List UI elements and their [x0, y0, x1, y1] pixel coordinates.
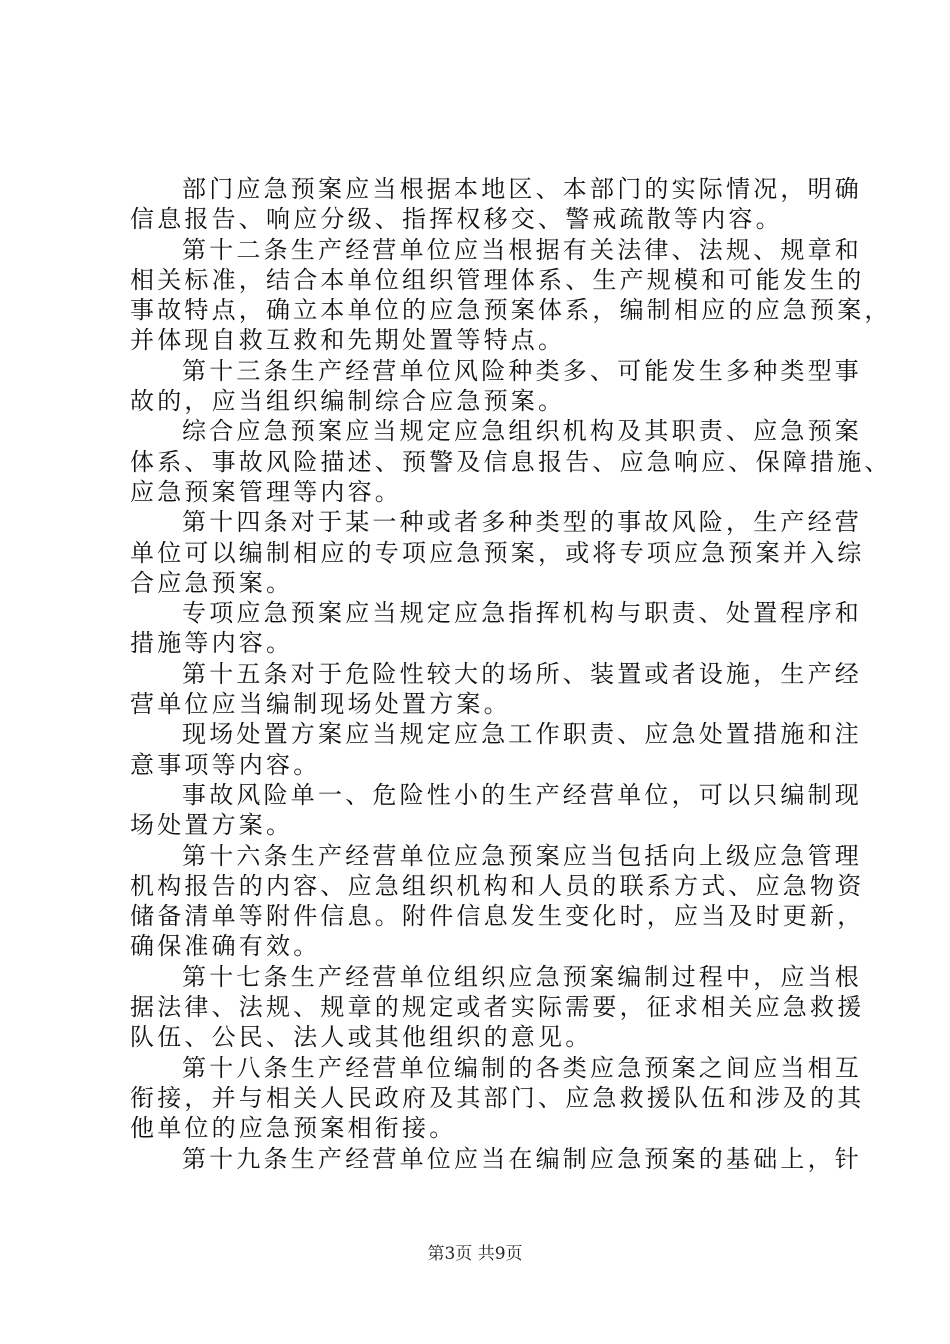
text-line: 事故特点，确立本单位的应急预案体系，编制相应的应急预案，: [130, 296, 892, 325]
text-line: 据法律、法规、规章的规定或者实际需要，征求相关应急救援: [130, 993, 865, 1022]
text-line: 第十八条生产经营单位编制的各类应急预案之间应当相互: [182, 1053, 862, 1082]
text-line: 第十九条生产经营单位应当在编制应急预案的基础上，针: [182, 1144, 862, 1173]
text-line: 体系、事故风险描述、预警及信息报告、应急响应、保障措施、: [130, 447, 892, 476]
text-line: 综合应急预案应当规定应急组织机构及其职责、应急预案: [182, 417, 862, 446]
text-line: 故的，应当组织编制综合应急预案。: [130, 387, 566, 416]
text-line: 第十五条对于危险性较大的场所、装置或者设施，生产经: [182, 659, 862, 688]
page-footer: 第3页 共9页: [427, 1244, 523, 1264]
text-line: 机构报告的内容、应急组织机构和人员的联系方式、应急物资: [130, 871, 865, 900]
text-line: 事故风险单一、危险性小的生产经营单位，可以只编制现: [182, 780, 862, 809]
text-line: 第十二条生产经营单位应当根据有关法律、法规、规章和: [182, 235, 862, 264]
text-line: 合应急预案。: [130, 568, 294, 597]
document-body: [130, 174, 892, 1174]
text-line: 并体现自救互救和先期处置等特点。: [130, 326, 566, 355]
text-line: 场处置方案。: [130, 811, 294, 840]
text-line: 部门应急预案应当根据本地区、本部门的实际情况，明确: [182, 175, 862, 203]
text-line: 第十三条生产经营单位风险种类多、可能发生多种类型事: [182, 356, 862, 385]
text-line: 衔接，并与相关人民政府及其部门、应急救援队伍和涉及的其: [130, 1083, 865, 1112]
text-line: 单位可以编制相应的专项应急预案，或将专项应急预案并入综: [130, 538, 865, 567]
text-line: 应急预案管理等内容。: [130, 477, 402, 506]
text-line: 专项应急预案应当规定应急指挥机构与职责、处置程序和: [182, 599, 862, 628]
text-line: 队伍、公民、法人或其他组织的意见。: [130, 1023, 593, 1052]
text-line: 营单位应当编制现场处置方案。: [130, 690, 511, 719]
text-line: 相关标准，结合本单位组织管理体系、生产规模和可能发生的: [130, 265, 865, 294]
text-line: 第十六条生产经营单位应急预案应当包括向上级应急管理: [182, 841, 862, 870]
text-line: 第十四条对于某一种或者多种类型的事故风险，生产经营: [182, 508, 862, 537]
text-line: 措施等内容。: [130, 629, 294, 658]
text-line: 确保准确有效。: [130, 932, 321, 961]
text-line: 现场处置方案应当规定应急工作职责、应急处置措施和注: [182, 720, 862, 749]
text-line: 意事项等内容。: [130, 750, 321, 779]
text-line: 第十七条生产经营单位组织应急预案编制过程中，应当根: [182, 962, 862, 991]
text-line: 他单位的应急预案相衔接。: [130, 1114, 457, 1143]
text-line: 信息报告、响应分级、指挥权移交、警戒疏散等内容。: [130, 205, 783, 234]
text-line: 储备清单等附件信息。附件信息发生变化时，应当及时更新，: [130, 902, 865, 931]
